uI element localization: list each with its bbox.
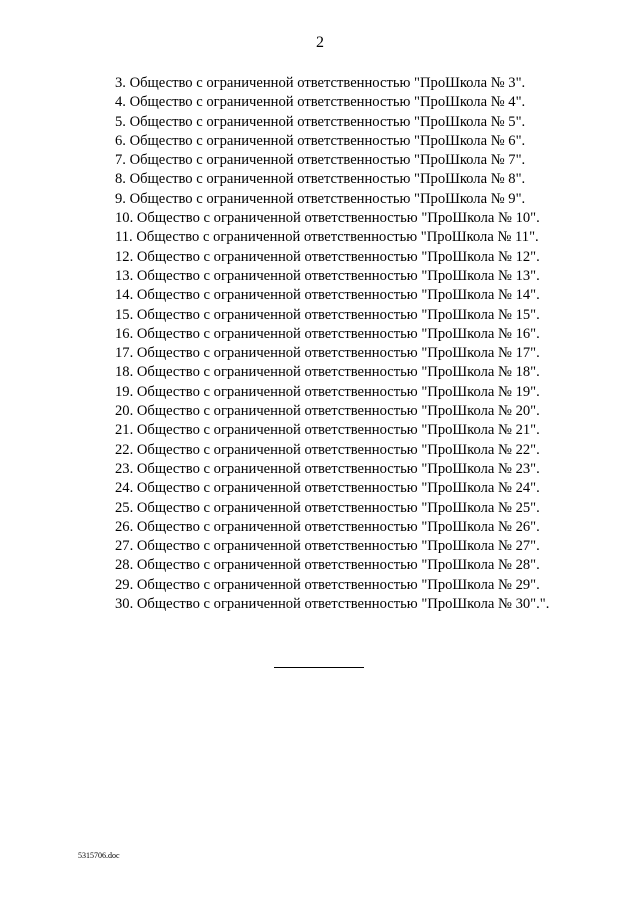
list-item: 8. Общество с ограниченной ответственностью "ПроШкола № 8". <box>115 171 526 188</box>
list-item: 29. Общество с ограниченной ответственностью "ПроШкола № 29". <box>115 576 540 593</box>
list-item: 18. Общество с ограниченной ответственностью "ПроШкола № 18". <box>115 364 540 381</box>
list-item: 23. Общество с ограниченной ответственностью "ПроШкола № 23". <box>115 460 540 477</box>
list-item: 12. Общество с ограниченной ответственностью "ПроШкола № 12". <box>115 248 540 265</box>
list-item: 16. Общество с ограниченной ответственностью "ПроШкола № 16". <box>115 325 540 342</box>
list-item: 11. Общество с ограниченной ответственностью "ПроШкола № 11". <box>115 229 539 246</box>
list-item: 6. Общество с ограниченной ответственностью "ПроШкола № 6". <box>115 132 526 149</box>
list-item: 7. Общество с ограниченной ответственностью "ПроШкола № 7". <box>115 152 526 169</box>
list-item: 14. Общество с ограниченной ответственностью "ПроШкола № 14". <box>115 287 540 304</box>
list-item: 4. Общество с ограниченной ответственностью "ПроШкола № 4". <box>115 94 526 111</box>
list-item: 27. Общество с ограниченной ответственностью "ПроШкола № 27". <box>115 538 540 555</box>
organization-list <box>115 74 549 614</box>
list-item: 20. Общество с ограниченной ответственностью "ПроШкола № 20". <box>115 403 540 420</box>
list-item: 10. Общество с ограниченной ответственностью "ПроШкола № 10". <box>115 210 540 227</box>
list-item: 21. Общество с ограниченной ответственностью "ПроШкола № 21". <box>115 422 540 439</box>
list-item: 22. Общество с ограниченной ответственностью "ПроШкола № 22". <box>115 441 540 458</box>
list-item: 13. Общество с ограниченной ответственностью "ПроШкола № 13". <box>115 267 540 284</box>
list-item: 19. Общество с ограниченной ответственностью "ПроШкола № 19". <box>115 383 540 400</box>
list-item: 5. Общество с ограниченной ответственностью "ПроШкола № 5". <box>115 113 526 130</box>
list-item: 15. Общество с ограниченной ответственностью "ПроШкола № 15". <box>115 306 540 323</box>
list-item: 26. Общество с ограниченной ответственностью "ПроШкола № 26". <box>115 518 540 535</box>
list-item: 25. Общество с ограниченной ответственностью "ПроШкола № 25". <box>115 499 540 516</box>
list-item: 28. Общество с ограниченной ответственностью "ПроШкола № 28". <box>115 557 540 574</box>
list-item: 9. Общество с ограниченной ответственностью "ПроШкола № 9". <box>115 190 526 207</box>
list-item: 17. Общество с ограниченной ответственностью "ПроШкола № 17". <box>115 345 540 362</box>
end-divider <box>274 667 364 668</box>
list-item: 3. Общество с ограниченной ответственностью "ПроШкола № 3". <box>115 75 526 91</box>
list-item: 30. Общество с ограниченной ответственностью "ПроШкола № 30".". <box>115 596 550 613</box>
list-item: 24. Общество с ограниченной ответственностью "ПроШкола № 24". <box>115 480 540 497</box>
document-id: 5315706.doc <box>78 851 120 860</box>
page-number: 2 <box>316 34 324 51</box>
